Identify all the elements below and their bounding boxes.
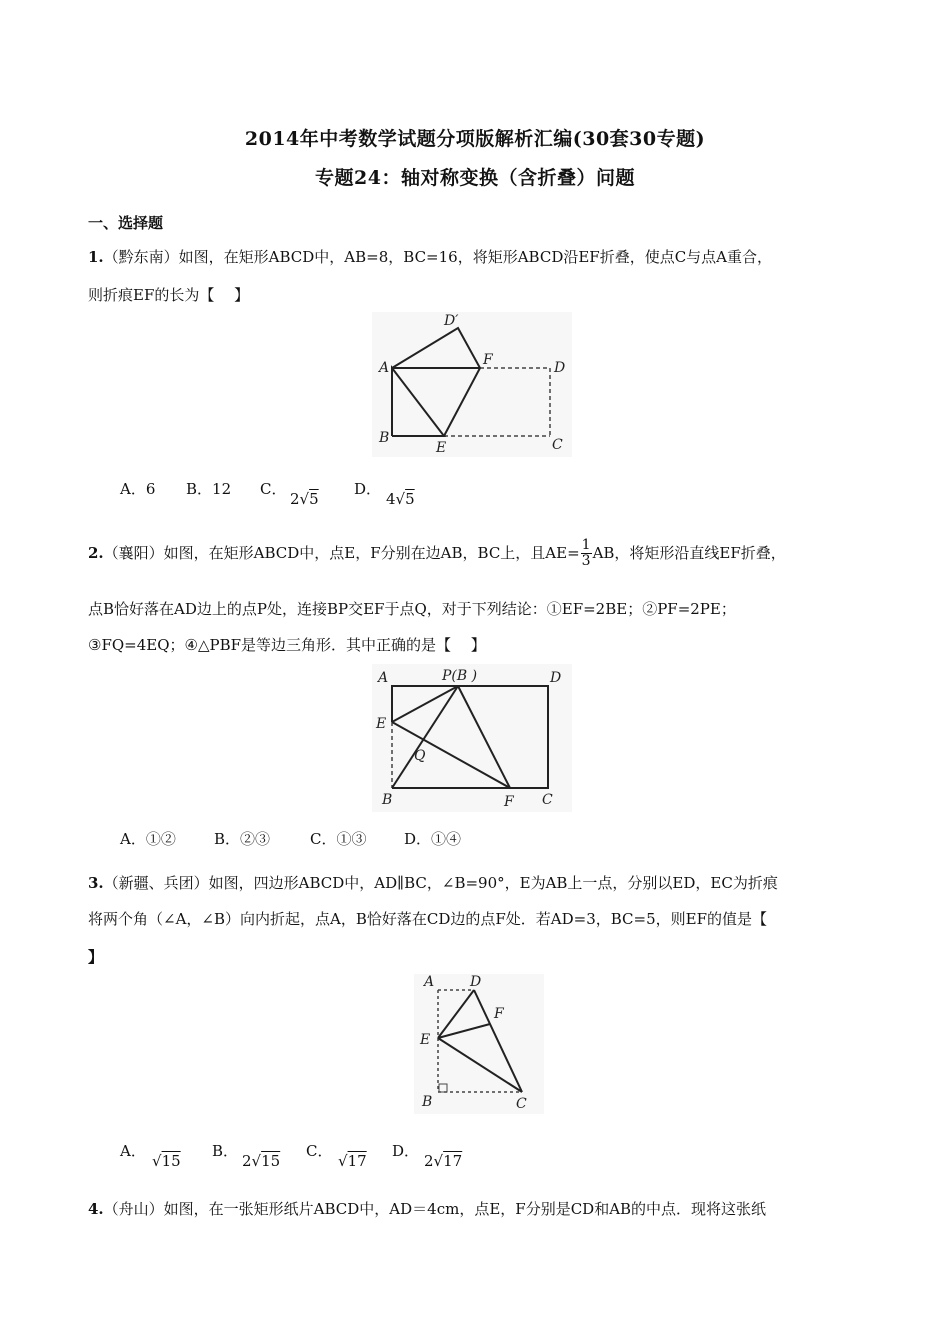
q2-label-q: Q (414, 748, 426, 764)
q1-option-c-label: C． (260, 480, 287, 498)
q1-option-c-root: 5 (309, 490, 319, 508)
q2-option-a-value: ①② (145, 830, 176, 848)
q3-option-c-value: √17 (338, 1152, 367, 1170)
q2-label-e: E (376, 716, 387, 732)
q2-label-b: B (382, 792, 393, 808)
question-1-line-2: 则折痕EF的长为【 】 (88, 286, 250, 304)
q3-label-b: B (422, 1094, 433, 1110)
q2-label-f: F (504, 794, 514, 810)
q1-label-c: C (552, 437, 563, 453)
q3-option-d-root: 17 (443, 1152, 463, 1170)
q3-label-a: A (424, 974, 435, 990)
document-title: 2014年中考数学试题分项版解析汇编(30套30专题) (244, 128, 706, 150)
q1-option-a-value: 6 (145, 480, 156, 498)
q1-label-dprime: D′ (444, 313, 459, 329)
q1-option-d-coef: 4 (386, 490, 396, 508)
q1-label-b: B (379, 430, 390, 446)
q1-label-e: E (436, 440, 447, 456)
q2-label-pb: P(B ) (442, 668, 478, 684)
q1-option-b-value: 12 (212, 480, 232, 498)
q3-label-f: F (494, 1006, 504, 1022)
q2-option-d (404, 828, 461, 849)
q2-option-d-value: ①④ (431, 830, 462, 848)
question-2-number: 2. (88, 543, 104, 562)
q2-option-b-label: B． (214, 830, 241, 848)
q2-option-a-label: A． (120, 830, 146, 848)
fraction-denominator: 3 (581, 553, 591, 570)
question-2-text-post: AB，将矩形沿直线EF折叠， (592, 543, 786, 562)
question-1-number: 1. (88, 248, 104, 266)
question-4-number: 4. (88, 1200, 104, 1218)
q2-option-c-label: C． (310, 830, 337, 848)
question-2-line-3: ③FQ=4EQ；④△PBF是等边三角形．其中正确的是【 】 (88, 636, 486, 654)
question-3-text-1: （新疆、兵团）如图，四边形ABCD中，AD∥BC，∠B=90°，E为AB上一点，分别以ED，EC为折痕 (103, 874, 778, 892)
section-heading: 一、选择题 (88, 214, 164, 232)
q2-label-d: D (550, 670, 562, 686)
question-4-line-1 (88, 1198, 766, 1219)
q2-option-c (310, 828, 367, 849)
fraction-one-third (581, 538, 592, 570)
question-2-figure (372, 664, 572, 812)
q2-option-b-value: ②③ (240, 830, 271, 848)
q1-option-b (186, 478, 231, 499)
question-3-number: 3. (88, 874, 104, 892)
q1-option-d-label: D． (354, 480, 382, 498)
q3-label-e: E (420, 1032, 431, 1048)
q3-option-a-label: A． (120, 1142, 146, 1160)
question-2-line-2: 点B恰好落在AD边上的点P处，连接BP交EF于点Q，对于下列结论：①EF=2BE；②PF=2PE； (88, 600, 736, 618)
q3-option-b-label: B． (212, 1142, 239, 1160)
q2-label-c: C (542, 792, 553, 808)
q3-option-b-value: 2√15 (242, 1152, 281, 1170)
q1-option-d-value: 4√5 (386, 490, 415, 508)
q1-option-c-coef: 2 (290, 490, 300, 508)
q1-option-a (120, 478, 155, 499)
question-1-text-1: （黔东南）如图，在矩形ABCD中，AB=8，BC=16，将矩形ABCD沿EF折叠，使点C与点A重合， (103, 248, 773, 266)
question-3-figure (414, 974, 544, 1114)
question-1-figure (372, 312, 572, 457)
q3-option-b-root: 15 (261, 1152, 281, 1170)
q2-option-a (120, 828, 176, 849)
q2-option-d-label: D． (404, 830, 432, 848)
q1-option-c-value: 2√5 (290, 490, 319, 508)
q3-label-c: C (516, 1096, 527, 1112)
question-3-line-3: 】 (88, 948, 104, 966)
question-2-line-1 (88, 538, 786, 570)
document-subtitle: 专题24：轴对称变换（含折叠）问题 (315, 167, 635, 189)
question-1-line-1 (88, 246, 772, 267)
q3-option-b-coef: 2 (242, 1152, 252, 1170)
q1-option-d-root: 5 (405, 490, 415, 508)
question-4-text-1: （舟山）如图，在一张矩形纸片ABCD中，AD＝4cm，点E，F分别是CD和AB的中点．现将这张纸 (103, 1200, 767, 1218)
q3-option-c-label: C． (306, 1142, 333, 1160)
q1-option-a-label: A． (120, 480, 146, 498)
q3-option-d-label: D． (392, 1142, 420, 1160)
q3-option-a-value: √15 (152, 1152, 181, 1170)
question-3-line-1 (88, 872, 778, 893)
q3-option-c-root: 17 (347, 1152, 367, 1170)
q2-option-b (214, 828, 270, 849)
question-3-line-2: 将两个角（∠A，∠B）向内折起，点A，B恰好落在CD边的点F处．若AD=3，BC=5，则EF的值是【 (88, 910, 767, 928)
fraction-numerator: 1 (581, 537, 591, 553)
q2-label-a: A (378, 670, 389, 686)
q2-option-c-value: ①③ (336, 830, 367, 848)
q1-option-b-label: B． (186, 480, 213, 498)
question-2-text-pre: （襄阳）如图，在矩形ABCD中，点E，F分别在边AB，BC上，且AE= (103, 543, 580, 562)
q1-label-a: A (379, 360, 390, 376)
q3-option-a-root: 15 (161, 1152, 181, 1170)
q1-label-f: F (483, 352, 493, 368)
q3-label-d: D (470, 974, 482, 990)
q3-option-d-coef: 2 (424, 1152, 434, 1170)
q1-label-d: D (554, 360, 566, 376)
q3-option-d-value: 2√17 (424, 1152, 463, 1170)
